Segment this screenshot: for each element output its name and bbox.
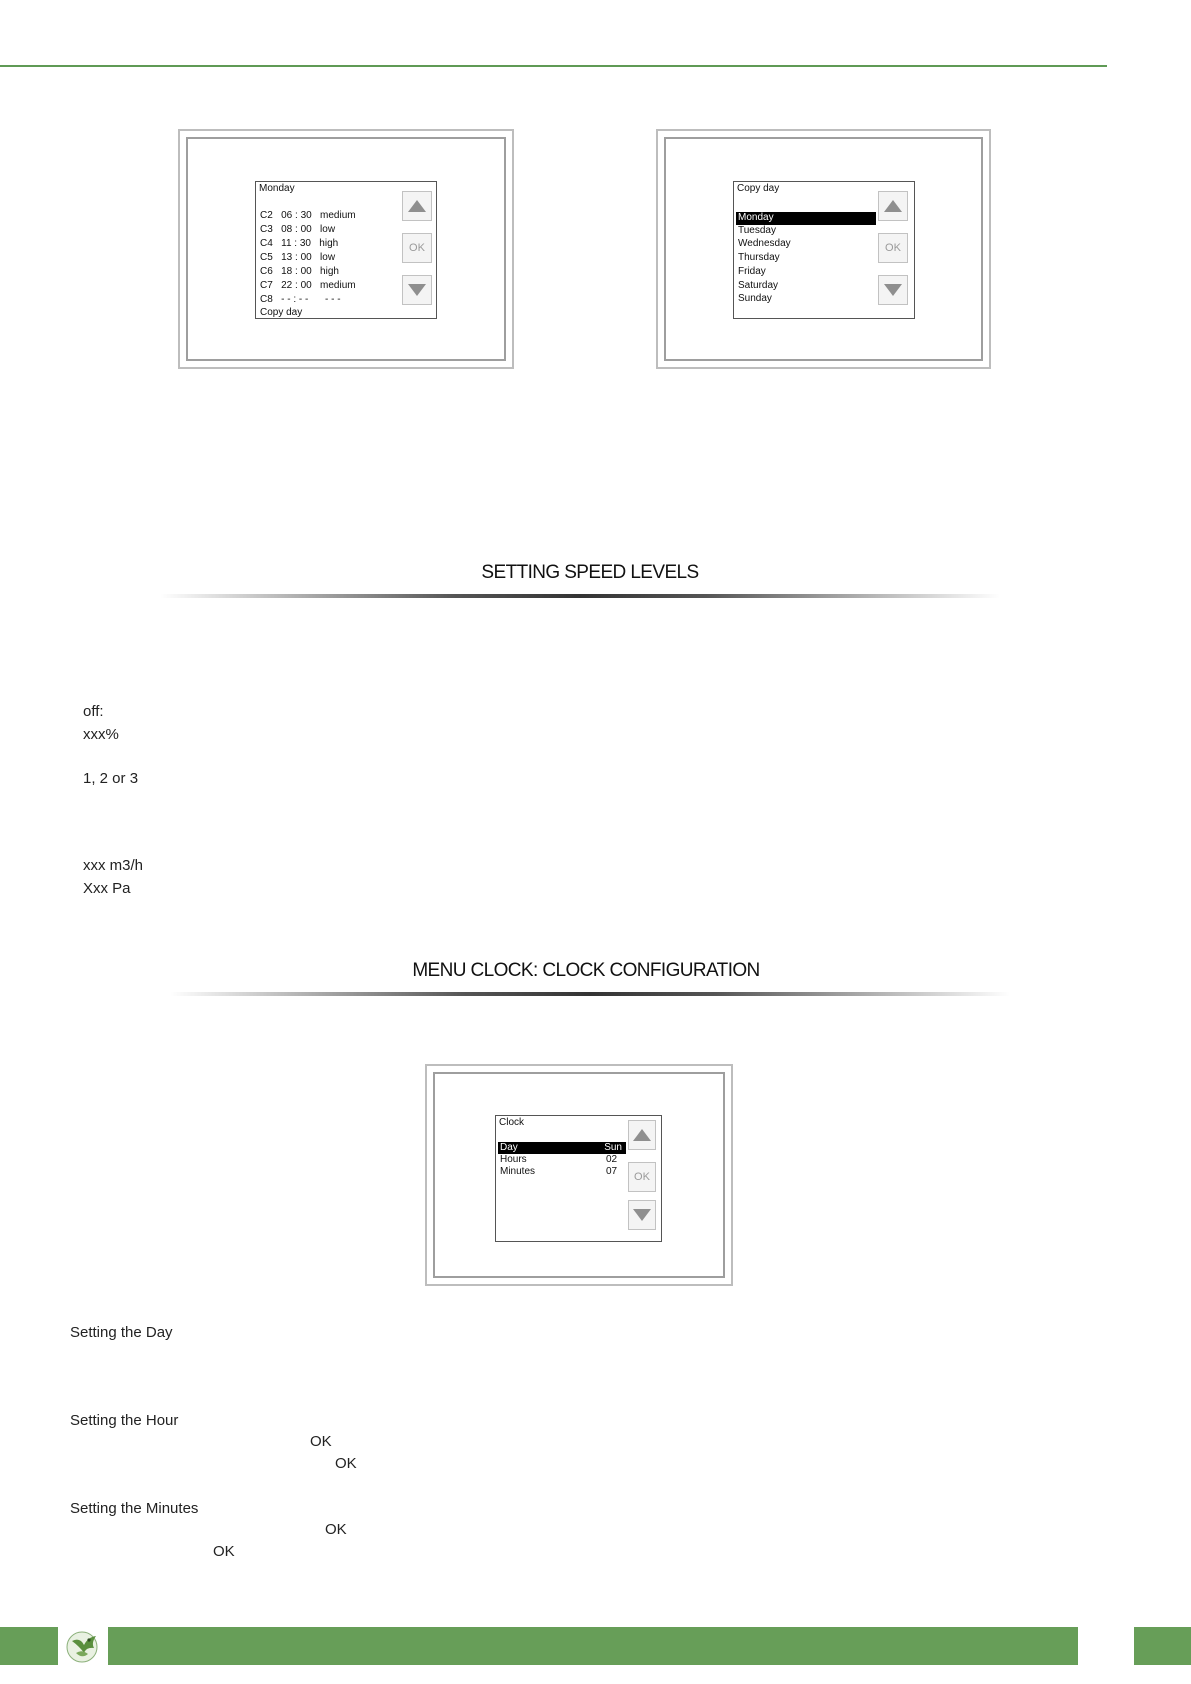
schedule-line: C3 08 : 00 low [260,224,336,235]
section-rule [160,594,1000,598]
arrow-down-icon [408,284,426,296]
copy-day-line: Copy day [260,307,303,318]
setting-hour-label: Setting the Hour [70,1412,179,1429]
panel-copy-day-frame [656,129,991,369]
speed-item: xxx% [83,726,119,743]
setting-day-label: Setting the Day [70,1324,173,1341]
speed-item: off: [83,703,104,720]
schedule-line: C7 22 : 00 medium [260,280,356,291]
row-label: Day [500,1142,518,1153]
ok-key-label: OK [310,1433,332,1450]
row-label: Minutes [500,1166,536,1177]
down-button[interactable] [878,275,908,305]
speed-item: 1, 2 or 3 [83,770,139,787]
schedule-line: C8 - - : - - - - - [260,294,341,305]
speed-item: xxx m3/h [83,857,144,874]
screen-title: Clock [499,1117,525,1128]
up-button[interactable] [628,1120,656,1150]
screen-title: Copy day [737,183,780,194]
logo-icon [58,1627,108,1665]
selected-row-day[interactable] [498,1142,626,1154]
selected-day-label: Monday [738,212,774,223]
section-rule [170,992,1010,996]
arrow-down-icon [884,284,902,296]
screen-title: Monday [259,183,295,194]
day-item[interactable]: Thursday [738,252,780,263]
footer-bar-left [0,1627,58,1665]
speed-item: Xxx Pa [83,880,131,897]
arrow-up-icon [884,200,902,212]
setting-minutes-label: Setting the Minutes [70,1500,199,1517]
up-button[interactable] [878,191,908,221]
ok-key-label: OK [213,1543,235,1560]
ok-button[interactable]: OK [402,233,432,263]
schedule-line: C2 06 : 30 medium [260,210,356,221]
down-button[interactable] [402,275,432,305]
section-heading-clock: MENU CLOCK: CLOCK CONFIGURATION [412,960,760,981]
row-value: Sun [604,1142,622,1153]
footer-bar-right [1134,1627,1191,1665]
panel-schedule-frame [178,129,514,369]
day-item[interactable]: Tuesday [738,225,776,236]
row-value: 02 [606,1154,618,1165]
day-item[interactable]: Sunday [738,293,772,304]
schedule-line: C4 11 : 30 high [260,238,339,249]
footer-bar-main [108,1627,1078,1665]
arrow-down-icon [633,1209,651,1221]
ok-key-label: OK [335,1455,357,1472]
arrow-up-icon [633,1129,651,1141]
selected-day[interactable] [736,212,876,225]
schedule-line: C6 18 : 00 high [260,266,339,277]
up-button[interactable] [402,191,432,221]
footer-logo [58,1627,108,1665]
down-button[interactable] [628,1200,656,1230]
schedule-line: C5 13 : 00 low [260,252,336,263]
row-value: 07 [606,1166,618,1177]
day-item[interactable]: Friday [738,266,766,277]
row-label: Hours [500,1154,527,1165]
ok-key-label: OK [325,1521,347,1538]
ok-button[interactable]: OK [878,233,908,263]
day-item[interactable]: Wednesday [738,238,791,249]
section-heading-speed: SETTING SPEED LEVELS [481,562,699,583]
day-item[interactable]: Saturday [738,280,779,291]
ok-button[interactable]: OK [628,1162,656,1192]
top-rule [0,65,1107,67]
panel-clock-frame [425,1064,733,1286]
arrow-up-icon [408,200,426,212]
